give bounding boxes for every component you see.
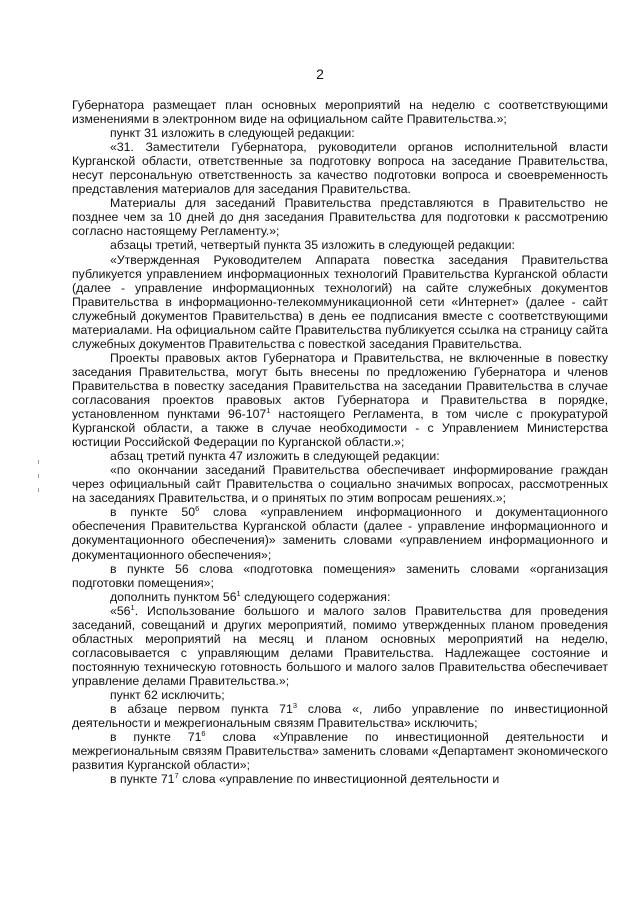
text-run: Материалы для заседаний Правительства представляются в Правительство не позднее чем за 10 дней до дня заседания Правительства для подготовки к рассмотрению согласно настоящему Регламенту.»;: [72, 196, 608, 239]
text-run: «56: [110, 603, 131, 618]
text-run: слова «управление по инвестиционной деятельности и: [178, 772, 500, 787]
text-run: абзац третий пункта 47 изложить в следующей редакции:: [110, 449, 440, 464]
paragraph: [72, 196, 608, 238]
text-run: в пункте 56 слова «подготовка помещения» заменить словами «организация подготовки помещения»;: [72, 561, 608, 590]
superscript: 6: [201, 729, 206, 739]
paragraph: [72, 772, 608, 786]
superscript: 1: [130, 602, 135, 612]
text-run: абзацы третий, четвертый пункта 35 изложить в следующей редакции:: [110, 238, 515, 253]
text-run: дополнить пунктом 56: [110, 589, 237, 604]
text-run: в абзаце первом пункта 71: [110, 702, 293, 717]
margin-tick: [38, 488, 39, 492]
paragraph: [72, 98, 608, 126]
text-run: следующего содержания:: [240, 589, 391, 604]
text-run: пункт 31 изложить в следующей редакции:: [110, 126, 355, 141]
paragraph: [72, 351, 608, 449]
text-run: слова «управлением информационного и документационного обеспечения Правительства Курганской области (далее - управление информационного и документационного обеспечения)» заменить словами «управлением информационного и документационного обеспечения»;: [72, 505, 608, 562]
text-run: Проекты правовых актов Губернатора и Правительства, не включенные в повестку заседания Правительства, могут быть внесены по предложению Губернатора и членов Правительства в повестку заседания Правительства на заседании Правительства в случае согласования проектов правовых актов Губернатора и Правительства в порядке, установленном пунктами 96-107: [72, 350, 608, 422]
text-run: . Использование большого и малого залов Правительства для проведения заседаний, совещаний и других мероприятий, помимо утвержденных планом проведения областных мероприятий на месяц и планом основных мероприятий на неделю, согласовывается с управляющим делами Правительства. Надлежащее состояние и постоянную техническую готовность большого и малого залов Правительства обеспечивает управление делами Правительства.»;: [72, 603, 608, 688]
paragraph: [72, 562, 608, 590]
text-run: слова «, либо управление по инвестиционной деятельности и межрегиональным связям Правительства» исключить;: [72, 702, 609, 731]
text-run: «Утвержденная Руководителем Аппарата повестка заседания Правительства публикуется управлением информационных технологий Правительства Курганской области (далее - управление информационных технологий) на сайте служебных документов Правительства в информационно-телекоммуникационной сети «Интернет» (далее - сайт служебный документов Правительства) в день ее подписания вместе с соответствующими материалами. На официальном сайте Правительства публикуется ссылка на страницу сайта служебных документов Правительства с повесткой заседания Правительства.: [72, 252, 608, 351]
superscript: 1: [266, 406, 271, 416]
paragraph: [72, 238, 608, 252]
text-run: в пункте 50: [110, 505, 196, 520]
paragraph: [72, 730, 608, 772]
text-run: настоящего Регламента, в том числе с прокуратурой Курганской области, а также в случае необходимости - с Управлением Министерства юстиции Российской Федерации по Курганской области.»;: [72, 407, 608, 450]
paragraph: [72, 253, 608, 351]
text-run: пункт 62 исключить;: [110, 687, 225, 702]
paragraph: [72, 449, 608, 463]
paragraph: [72, 590, 608, 604]
margin-tick: [38, 460, 39, 464]
text-run: слова «Управление по инвестиционной деятельности и межрегиональным связям Правительства» заменить словами «Департамент экономического развития Курганской области»;: [72, 730, 608, 773]
page-number: 2: [316, 66, 324, 82]
text-run: Губернатора размещает план основных мероприятий на неделю с соответствующими изменениями в электронном виде на официальном сайте Правительства.»;: [72, 98, 608, 127]
paragraph: [72, 505, 608, 561]
margin-tick: [38, 474, 39, 478]
paragraph: [72, 140, 608, 196]
paragraph: [72, 604, 608, 688]
text-run: «31. Заместители Губернатора, руководители органов исполнительной власти Курганской области, ответственные за подготовку вопроса на заседание Правительства, несут персональную ответственность за качество подготовки вопроса и своевременность представления материалов для заседания Правительства.: [72, 140, 608, 197]
document-body: [72, 98, 608, 786]
text-run: в пункте 71: [110, 772, 175, 787]
superscript: 3: [292, 701, 297, 711]
text-run: в пункте 71: [110, 730, 202, 745]
paragraph: [72, 463, 608, 505]
superscript: 1: [236, 588, 241, 598]
superscript: 6: [195, 504, 200, 514]
paragraph: [72, 688, 608, 702]
paragraph: [72, 702, 608, 730]
text-run: «по окончании заседаний Правительства обеспечивает информирование граждан через официальный сайт Правительства о социально значимых вопросах, рассмотренных на заседаниях Правительства, и о принятых по этим вопросам решениях.»;: [72, 463, 608, 506]
paragraph: [72, 126, 608, 140]
superscript: 7: [174, 771, 179, 781]
